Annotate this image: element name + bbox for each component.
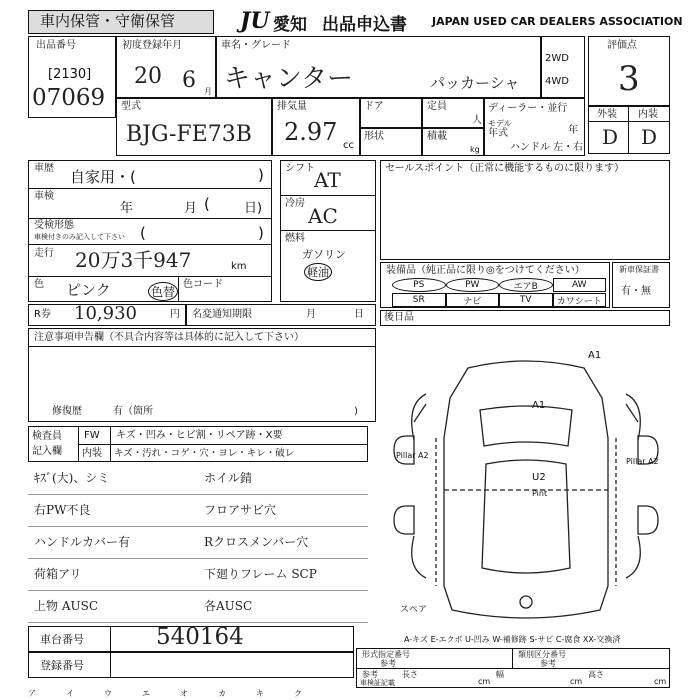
- acceptance-note: 車検付きのみ記入して下さい: [34, 233, 125, 241]
- ext-int-divider: [628, 106, 629, 154]
- load-label: 積載: [427, 131, 447, 142]
- fw-label: FW: [84, 430, 100, 441]
- handwritten-note: ホイル錆: [204, 471, 253, 485]
- dealer-label: ディーラー・並行: [488, 103, 568, 114]
- vehicle-damage-diagram: [376, 340, 676, 640]
- logo-text: 愛知: [273, 15, 307, 35]
- footer-label: ウ: [104, 689, 112, 698]
- handwritten-note: Rクロスメンバー穴: [204, 535, 309, 549]
- cert-rule: [356, 668, 670, 669]
- ref-label: 参考: [362, 670, 378, 679]
- diagram-mark-a1-top: A1: [588, 350, 602, 361]
- footer-label: ク: [294, 689, 302, 698]
- entry-label: 記入欄: [32, 446, 62, 457]
- diagram-mark-spare: スペア: [400, 605, 428, 615]
- diagram-mark-pillar-left: Pillar A2: [396, 451, 429, 460]
- reg-year-value: 20: [134, 64, 162, 89]
- doors-label: ドア: [364, 101, 384, 112]
- shift-rule-2: [280, 230, 376, 231]
- recycle-unit: 円: [170, 309, 180, 320]
- year-unit: 年: [568, 125, 578, 136]
- history-rule-2: [28, 218, 272, 219]
- selling-points-box: [380, 160, 670, 260]
- color-label: 色: [34, 279, 44, 290]
- handwritten-note: 下廻りフレーム SCP: [204, 567, 317, 581]
- equipment-label: 装備品（純正品に限り◎をつけてください）: [386, 265, 585, 276]
- diagram-mark-a1-roof: A1: [532, 400, 546, 411]
- category-ref: 参考: [540, 659, 556, 668]
- ext-int-rule: [588, 121, 670, 122]
- notes-rule: [28, 558, 368, 559]
- height-label: 高さ: [588, 670, 604, 679]
- inspection-label: 車検: [34, 191, 54, 202]
- notice-month: 月: [306, 309, 316, 320]
- equipment-item-r1-0: PS: [392, 278, 446, 292]
- model-value: BJG-FE73B: [126, 122, 252, 147]
- person-unit: 人: [472, 115, 482, 126]
- acceptance-close: ): [258, 224, 264, 242]
- repair-value: 有（箇所: [113, 406, 153, 417]
- handwritten-note: 右PW不良: [34, 503, 91, 517]
- category-label: 類別区分番号: [518, 650, 566, 659]
- month-unit: 月: [204, 87, 212, 96]
- cert-label: 車検証記載: [360, 679, 395, 687]
- model-label: 型式: [121, 101, 141, 112]
- after-attach-box: [380, 310, 670, 326]
- inspection-open: (: [204, 195, 210, 213]
- fuel-value-2: 軽油: [304, 263, 332, 281]
- handwritten-note: フロアサビ穴: [204, 503, 277, 517]
- cert-divider: [512, 648, 513, 668]
- repair-close: ): [354, 406, 358, 417]
- history-rule-1: [28, 188, 272, 189]
- ac-label: 冷房: [285, 198, 305, 209]
- diagram-mark-u2: U2: [532, 472, 546, 483]
- displacement-label: 排気量: [277, 101, 307, 112]
- int-value: D: [641, 125, 658, 149]
- reg-month-value: 6: [182, 68, 196, 93]
- shift-value: AT: [314, 168, 341, 192]
- interior-label: 内装: [82, 448, 102, 459]
- handwritten-note: 各AUSC: [204, 599, 253, 613]
- chassis-label: 車台番号: [40, 633, 84, 646]
- inspector-rule: [78, 444, 368, 445]
- form-title: 出品申込書: [322, 15, 407, 35]
- caution-label: 注意事項申告欄（不具合内容等は具体的に記入して下さい）: [34, 332, 304, 343]
- footer-label: ア: [28, 689, 36, 698]
- interior-items: キズ・汚れ・コゲ・穴・ヨレ・キレ・破レ: [114, 448, 295, 459]
- repair-label: 修復歴: [52, 406, 82, 417]
- shift-rule-1: [280, 195, 376, 196]
- model-year-label-1: モデル: [488, 119, 512, 128]
- footer-label: エ: [142, 689, 150, 698]
- drive-box: [541, 36, 585, 98]
- inspector-label: 検査員: [32, 431, 62, 442]
- logo-mark: JU: [240, 8, 270, 34]
- color-divider: [178, 276, 179, 302]
- history-value: 自家用・(: [70, 168, 136, 186]
- handwritten-note: ハンドルカバー有: [34, 535, 131, 549]
- caution-rule: [28, 346, 376, 347]
- drive-4wd: 4WD: [545, 76, 569, 87]
- warranty-label: 新車保証書: [619, 265, 659, 274]
- equipment-item-r1-3: AW: [553, 278, 607, 292]
- length-unit: cm: [478, 677, 491, 686]
- reg-label: 登録番号: [40, 659, 84, 672]
- history-block: [28, 160, 272, 302]
- recycle-label: R券: [34, 309, 51, 320]
- acceptance-label: 受検形態: [34, 220, 74, 231]
- equipment-item-r2-1: ナビ: [446, 293, 500, 307]
- fuel-value-1: ガソリン: [302, 248, 346, 261]
- handwritten-note: ｷｽﾞ(大)、シミ: [34, 471, 110, 485]
- length-label: 長さ: [402, 670, 418, 679]
- after-attach-label: 後日品: [384, 312, 414, 323]
- notes-lines: [28, 462, 368, 624]
- equipment-item-r1-1: PW: [446, 278, 500, 292]
- int-label: 内装: [638, 109, 658, 120]
- diagram-mark-pint: Pint: [532, 489, 548, 498]
- notice-label: 名変通知期限: [192, 309, 252, 320]
- association-name: JAPAN USED CAR DEALERS ASSOCIATION: [432, 15, 683, 28]
- ext-label: 外装: [597, 109, 617, 120]
- warranty-value: 有・無: [621, 286, 651, 297]
- width-unit: cm: [570, 677, 583, 686]
- displacement-value: 2.97: [284, 118, 338, 146]
- ext-value: D: [602, 125, 619, 149]
- selling-points-label: セールスポイント（正常に機能するものに限ります）: [385, 163, 625, 174]
- equipment-item-r2-0: SR: [392, 293, 446, 307]
- recycle-value: 10,930: [74, 303, 137, 324]
- equipment-row-1: [392, 278, 606, 292]
- handle-label: ハンドル 左・右: [510, 142, 584, 153]
- handwritten-note: 荷箱アリ: [34, 567, 82, 581]
- mileage-value: 20万3千947: [75, 248, 192, 272]
- storage-badge-text: 車内保管・守衛保管: [40, 12, 176, 30]
- lot-label: 出品番号: [36, 40, 76, 51]
- equipment-item-r2-3: カワシート: [553, 293, 607, 307]
- footer-label: カ: [218, 689, 226, 698]
- notes-rule: [28, 590, 368, 591]
- inspection-month: 月: [184, 201, 198, 216]
- footer-label: キ: [256, 689, 264, 698]
- acceptance-open: (: [140, 224, 146, 242]
- footer-label: イ: [66, 689, 74, 698]
- color-code-label: 色コード: [183, 279, 223, 290]
- lot-number: 07069: [32, 85, 106, 111]
- cc-unit: cc: [343, 140, 354, 151]
- notice-day: 日: [354, 309, 364, 320]
- ac-value: AC: [308, 204, 338, 228]
- height-unit: cm: [654, 677, 667, 686]
- damage-legend: A-キズ E-エクボ U-凹み W-補修跡 S-サビ C-腐食 XX-交換済: [404, 635, 621, 644]
- equipment-row-2: [392, 293, 606, 307]
- shift-label: シフト: [285, 163, 315, 174]
- footer-strip: [28, 690, 354, 700]
- footer-label: オ: [180, 689, 188, 698]
- diagram-mark-pillar-right: Pillar A2: [626, 457, 659, 466]
- inspection-day: 日): [244, 201, 263, 216]
- handwritten-note: 上物 AUSC: [34, 599, 98, 613]
- width-label: 幅: [496, 670, 504, 679]
- grade-value: パッカーシャ: [430, 74, 520, 92]
- shape-label: 形状: [364, 131, 384, 142]
- history-close: ): [258, 166, 264, 184]
- notes-rule: [28, 622, 368, 623]
- notes-rule: [28, 494, 368, 495]
- color-change: 色替: [148, 282, 178, 301]
- history-rule-3: [28, 244, 272, 245]
- color-value: ピンク: [66, 281, 111, 299]
- drive-2wd: 2WD: [545, 53, 569, 64]
- km-unit: km: [231, 261, 247, 272]
- lot-code: [2130]: [48, 67, 92, 82]
- reg-year-label: 初度登録年月: [122, 40, 182, 51]
- chassis-value: 540164: [156, 624, 244, 650]
- model-year-label-2: 年式: [488, 128, 508, 139]
- mileage-label: 走行: [34, 248, 54, 259]
- rating-label: 評価点: [607, 40, 637, 51]
- equipment-item-r1-2: エアB: [499, 278, 553, 292]
- history-rule-4: [28, 276, 272, 277]
- name-value: キャンター: [224, 64, 353, 94]
- kg-unit: kg: [470, 145, 480, 154]
- notes-rule: [28, 526, 368, 527]
- name-label: 車名・グレード: [221, 40, 291, 51]
- rating-value: 3: [618, 59, 640, 99]
- capacity-label: 定員: [427, 101, 447, 112]
- fuel-label: 燃料: [285, 233, 305, 244]
- form-cert-ref: 参考: [380, 659, 396, 668]
- fw-items: キズ・凹み・ヒビ割・リペア跡・X要: [116, 430, 283, 441]
- form-cert-label: 形式指定番号: [362, 650, 410, 659]
- equipment-item-r2-2: TV: [499, 293, 553, 307]
- history-label: 車歴: [34, 163, 54, 174]
- inspection-year: 年: [120, 201, 134, 216]
